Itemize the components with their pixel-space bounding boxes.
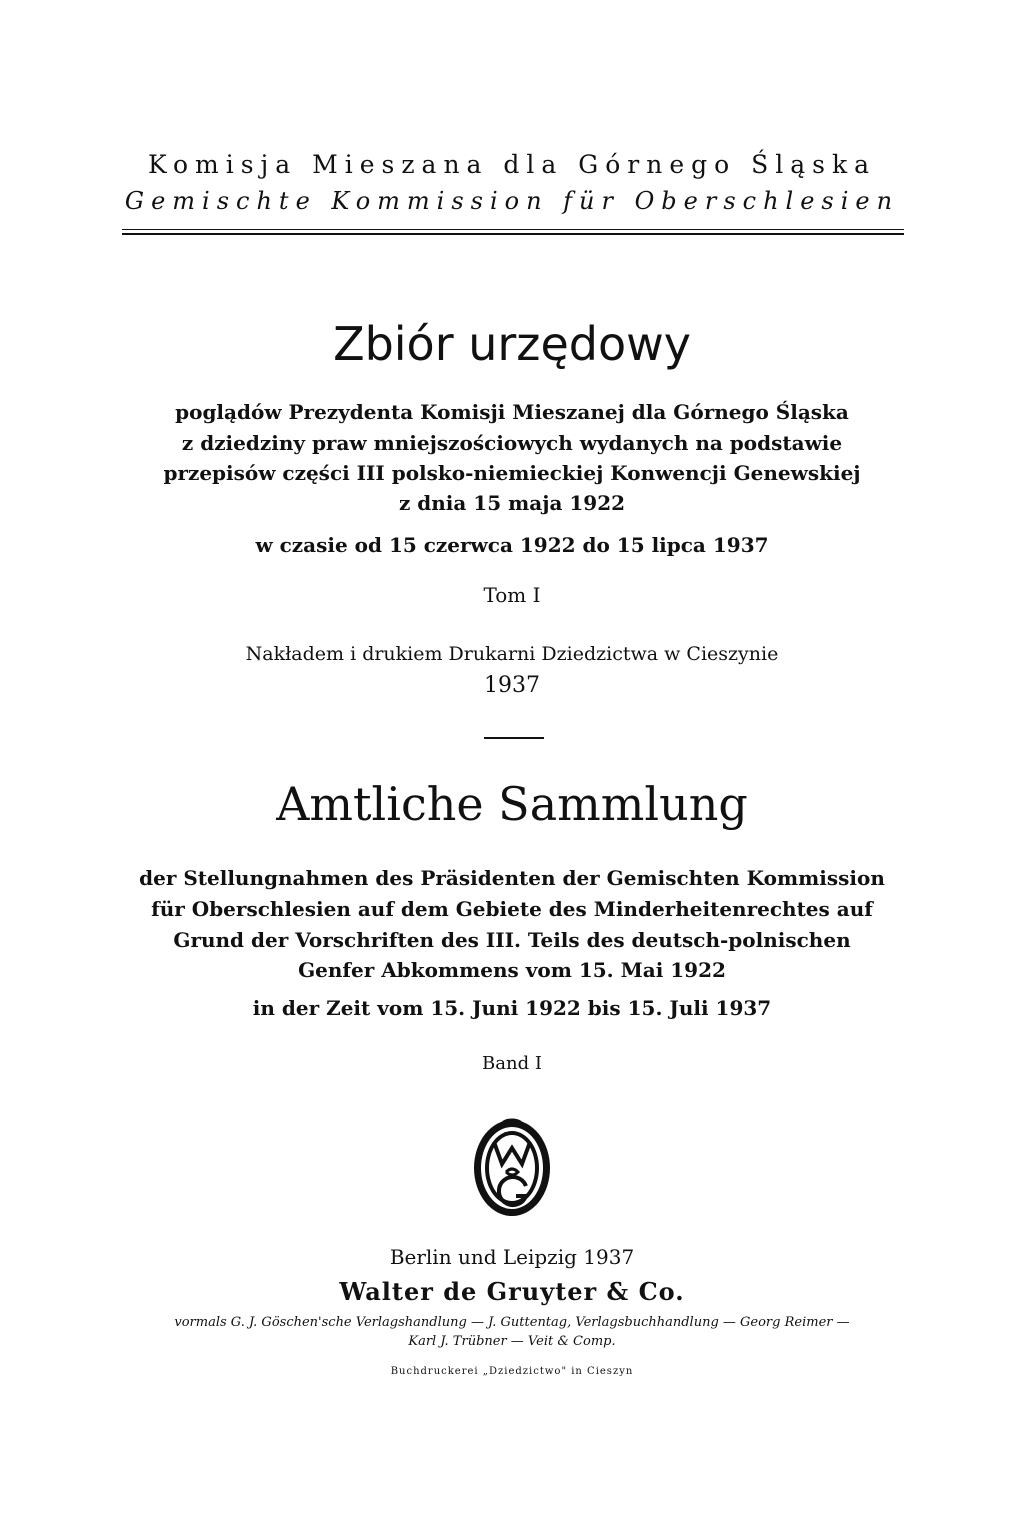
polish-title: Zbiór urzędowy — [333, 317, 691, 371]
publisher-monogram-icon — [470, 1112, 554, 1220]
polish-subtitle-line: z dziedziny praw mniejszościowych wydanych na podstawie — [181, 431, 843, 455]
header-rule-thin — [122, 229, 904, 230]
polish-publisher: Nakładem i drukiem Drukarni Dziedzictwa w Cieszynie — [245, 643, 779, 665]
header-rule-thick — [122, 233, 904, 235]
german-subtitle-line: Genfer Abkommens vom 15. Mai 1922 — [298, 958, 726, 982]
polish-subtitle-line: poglądów Prezydenta Komisji Mieszanej dla Górnego Śląska — [175, 400, 849, 424]
german-title: Amtliche Sammlung — [276, 777, 748, 831]
polish-subtitle-line: przepisów części III polsko-niemieckiej Konwencji Genewskiej — [163, 461, 861, 485]
polish-volume: Tom I — [483, 583, 541, 607]
german-volume: Band I — [482, 1053, 542, 1074]
header-polish: Komisja Mieszana dla Górnego Śląska — [147, 150, 877, 179]
german-subtitle-line: Grund der Vorschriften des III. Teils des deutsch-polnischen — [173, 928, 851, 952]
german-subtitle-line: der Stellungnahmen des Präsidenten der Gemischten Kommission — [139, 866, 885, 890]
section-divider — [484, 737, 544, 739]
imprint-firm: Walter de Gruyter & Co. — [339, 1277, 685, 1306]
imprint-formerly: Karl J. Trübner — Veit & Comp. — [408, 1334, 616, 1349]
german-subtitle-line: für Oberschlesien auf dem Gebiete des Minderheitenrechtes auf — [151, 897, 873, 921]
imprint-formerly: vormals G. J. Göschen'sche Verlagshandlung — J. Guttentag, Verlagsbuchhandlung — Georg Reimer — — [174, 1315, 850, 1330]
polish-subtitle-line: z dnia 15 maja 1922 — [398, 491, 626, 515]
imprint-city: Berlin und Leipzig 1937 — [389, 1245, 635, 1269]
polish-period: w czasie od 15 czerwca 1922 do 15 lipca 1937 — [255, 533, 769, 557]
header-german: Gemischte Kommission für Oberschlesien — [124, 187, 900, 215]
polish-year: 1937 — [484, 673, 540, 698]
german-period: in der Zeit vom 15. Juni 1922 bis 15. Juli 1937 — [252, 996, 772, 1020]
imprint-printer: Buchdruckerei „Dziedzictwo" in Cieszyn — [390, 1366, 634, 1377]
